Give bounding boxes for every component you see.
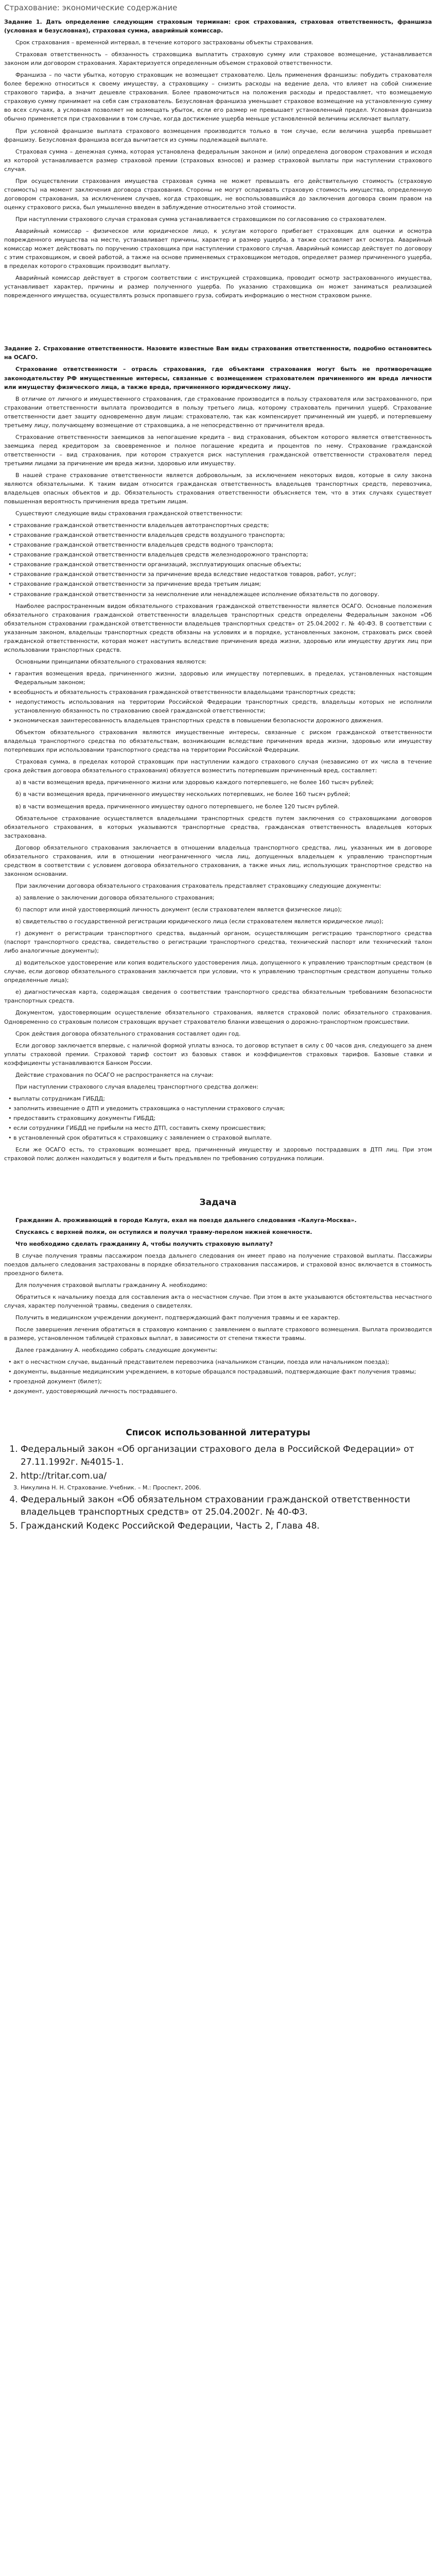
task2-heading: Задание 2. Страхование ответственности. Назовите известные Вам виды страхования ответственности, подробно остановитесь на ОСАГО. xyxy=(4,345,432,361)
reference-item: 4. Федеральный закон «Об обязательном страховании гражданской ответственности владельцев транспортных средств» от 25.04.2002г. № 40-ФЗ. xyxy=(21,1494,432,1519)
list-item: • экономическая заинтересованность владельцев транспортных средств в повышении безопасности дорожного движения. xyxy=(14,716,432,725)
paragraph: Для получения страховой выплаты гражданину А. необходимо: xyxy=(15,1281,207,1289)
reference-item: 2. http://tritar.com.ua/ xyxy=(21,1470,432,1483)
page-title: Страхование: экономические содержание xyxy=(4,3,178,12)
liability-types-list xyxy=(4,521,432,598)
list-item: • документы, выданные медицинским учреждением, в которые обращался пострадавший, подтверждающие факт получения травмы; xyxy=(14,1367,432,1376)
task2-closing: Если же ОСАГО есть, то страховщик возмещает вред, причиненный имуществу и здоровью пострадавших в ДТП лиц. При этом страховой полис должен находиться у водителя и быть предъявлен по требованию сотрудника полиции. xyxy=(4,1146,432,1162)
paragraph: Франшиза – по части убытка, которую страховщик не возмещает страхователю. Цель применения франшизы: побудить страхователя более бережно относиться к своему имуществу, а страховщику – снизить расходы на ведение дела, что влияет на собой снижение страхового тарифа, а значит дешевле страхования. Более правомочиться на положения расходы и предоставляет, что возмещаемую страховую сумму принимает на себя сам страхователь. Безусловная франшиза уменьшает страховое возмещение на установленную сумму во всех случаях, а условная позволяет не возмещать убыток, если его размер не превышает установленный предел. Условная франшиза обычно применяется при страховании в том случае, когда достижение ущерба меньше установленной величины исключает выплату. xyxy=(4,72,432,123)
list-item: • страхование гражданской ответственности владельцев средств железнодорожного транспорта; xyxy=(14,550,432,559)
paragraph: д) водительское удостоверение или копия водительского удостоверения лица, допущенного к управлению транспортным средством (в случае, если договор обязательного страхования заключается при условии, что к управлению транспортным средством допущены только определенные лица); xyxy=(4,959,432,984)
paragraph: Гражданин А. проживающий в городе Калуга, ехал на поезде дальнего следования «Калуга-Москва». xyxy=(15,1216,357,1224)
paragraph: Обратиться к начальнику поезда для составления акта о несчастном случае. При этом в акте указываются обстоятельства несчастного случая, характер полученной травмы, сведения о свидетелях. xyxy=(4,1293,432,1309)
paragraph: Объектом обязательного страхования являются имущественные интересы, связанные с риском гражданской ответственности владельца транспортного средства по обязательствам, возникающим вследствие причинения вреда жизни, здоровью или имуществу потерпевших при использовании транспортного средства на территории Российской Федерации. xyxy=(4,729,432,754)
task2-intro: Страхование ответственности – отрасль страхования, где объектами страхования могут быть не противоречащие законодательству РФ имущественные интересы, связанные с возмещением страхователем причиненного им вреда личности или имуществу физического лица, а также вреда, причиненного юридическому лицу. xyxy=(4,366,432,391)
paragraph: При наступлении страхового случая владелец транспортного средства должен: xyxy=(15,1083,258,1090)
osago-paragraphs xyxy=(4,602,432,666)
list-item: • всеобщность и обязательность страхования гражданской ответственности владельцами транспортных средств; xyxy=(14,688,432,697)
reference-item: 5. Гражданский Кодекс Российской Федерации, Часть 2, Глава 48. xyxy=(21,1520,432,1533)
list-item: • страхование гражданской ответственности организаций, эксплуатирующих опасные объекты; xyxy=(14,560,432,569)
paragraph: Существуют следующие виды страхования гражданской ответственности: xyxy=(15,510,243,517)
list-item: • акт о несчастном случае, выданный представителем перевозчика (начальником станции, поезда или начальником поезда); xyxy=(14,1358,432,1366)
paragraph: В нашей стране страхование ответственности является добровольным, за исключением некоторых видов, которые в силу закона являются обязательными. К таким видам относится гражданская ответственность владельцев транспортных средств, перевозчика, владельцев опасных объектов и др. Обязательность страхования ответственности объясняется тем, что в этих случаях существует повышенная вероятность причинения вреда третьим лицам. xyxy=(4,471,432,505)
list-item: • страхование гражданской ответственности владельцев средств воздушного транспорта; xyxy=(14,531,432,539)
paragraph: в) свидетельство о государственной регистрации юридического лица (если страхователем является юридическое лицо); xyxy=(15,918,383,925)
paragraph: В отличие от личного и имущественного страхования, где страхование производится в пользу страхователя или застрахованного, при страховании ответственности выплата производится в пользу третьего лица, которому страхователь причинил ущерб. Страхование ответственности дает защиту одновременно двум лицам: страхователю, так как компенсирует причиненный им ущерб, и потерпевшему третьему лицу, получающему возмещение от страховщика, а не непосредственно от причинителя вреда. xyxy=(4,395,432,429)
zadacha-title: Задача xyxy=(199,1197,237,1208)
reference-item: 3. Никулина Н. Н. Страхование. Учебник. – М.: Проспект, 2006. xyxy=(21,1483,432,1493)
paragraph: При наступлении страхового случая страховая сумма устанавливается страховщиком по согласованию со страхователем. xyxy=(15,215,387,223)
osago-steps-list xyxy=(4,1094,432,1142)
paragraph: Договор обязательного страхования заключается в отношении владельца транспортного средства, лиц, указанных им в договоре обязательного страхования, или в отношении неограниченного числа лиц, допущенных владельцем к управлению транспортным средством в соответствии с условием договора обязательного страхования, а также иных лиц, использующих транспортное средство на законном основании. xyxy=(4,844,432,877)
paragraph: Страховая ответственность – обязанность страховщика выплатить страховую сумму или страховое возмещение, устанавливается законом или договором страхования. Характеризуется определенным объемом страховой ответственности. xyxy=(4,51,432,67)
paragraph: б) паспорт или иной удостоверяющий личность документ (если страхователем является физическое лицо); xyxy=(15,906,342,913)
paragraph: Страховая сумма – денежная сумма, которая установлена федеральным законом и (или) определена договором страхования и исходя из которой устанавливается размер страховой премии (страховых взносов) и размер страховой выплаты при наступлении страхового случая. xyxy=(4,148,432,173)
literature-title: Список использованной литературы xyxy=(126,1428,310,1438)
paragraph: При заключении договора обязательного страхования страхователь представляет страховщику следующие документы: xyxy=(15,882,381,889)
reference-item: 1. Федеральный закон «Об организации страхового дела в Российской Федерации» от 27.11.1992г. №4015-1. xyxy=(21,1443,432,1468)
paragraph: Страхование ответственности заемщиков за непогашение кредита – вид страхования, объектом которого является ответственность заемщика перед кредитором за своевременное и полное погашение кредита и процентов по нему. Страхование гражданской ответственности – вид страхования, при котором страхуется риск наступления гражданской ответственности страхователя перед третьими лицами за причинение им вреда жизни, здоровью или имуществу. xyxy=(4,433,432,467)
list-item: • страхование гражданской ответственности владельцев средств водного транспорта; xyxy=(14,540,432,549)
paragraph: в) в части возмещения вреда, причиненного имуществу одного потерпевшего, не более 120 тысяч рублей. xyxy=(15,803,340,810)
list-item: • недопустимость использования на территории Российской Федерации транспортных средств, владельцы которых не исполнили установленную обязанность по страхованию своей гражданской ответственности; xyxy=(14,698,432,715)
list-item: • гарантия возмещения вреда, причиненного жизни, здоровью или имуществу потерпевших, в пределах, установленных настоящим Федеральным законом; xyxy=(14,669,432,687)
paragraph: Если договор заключается впервые, с наличной формой уплаты взноса, то договор вступает в силу с 00 часов дня, следующего за днем уплаты страховой премии. Страховой тариф состоит из базовых ставок и коэффициентов страховых тарифов. Базовые ставки и коэффициенты устанавливаются Банком России. xyxy=(4,1042,432,1066)
paragraph: Документом, удостоверяющим осуществление обязательного страхования, является страховой полис обязательного страхования. Одновременно со страховым полисом страховщик вручает страхователю бланки извещения о дорожно-транспортном происшествии. xyxy=(4,1009,432,1025)
paragraph: Далее гражданину А. необходимо собрать следующие документы: xyxy=(15,1347,218,1354)
paragraph: г) документ о регистрации транспортного средства, выданный органом, осуществляющим регистрацию транспортного средства (паспорт транспортного средства, свидетельство о регистрации транспортного средства, технический паспорт или технический талон либо аналогичные документы); xyxy=(4,930,432,955)
list-item: • предоставить страховщику документы ГИБДД; xyxy=(14,1114,432,1123)
list-item: • заполнить извещение о ДТП и уведомить страховщика о наступлении страхового случая; xyxy=(14,1104,432,1113)
list-item: • в установленный срок обратиться к страховщику с заявлением о страховой выплате. xyxy=(14,1133,432,1142)
task1-heading: Задание 1. Дать определение следующим страховым терминам: срок страхования, страховая ответственность, франшиза (условная и безусловная), страховая сумма, аварийный комиссар. xyxy=(4,19,432,35)
document-body xyxy=(0,18,436,1419)
paragraph: Аварийный комиссар – физическое или юридическое лицо, к услугам которого прибегает страховщик для оценки и осмотра поврежденного имущества на месте, устанавливает причины, характер и размер ущерба, а также составляет акт осмотра. Аварийный комиссар может действовать по поручению страховщика при наступлении страхового случая. Аварийный комиссар действует по договору с этим страховщиком, и своей работой, а также на основе применяемых страховщиком методов, определяет размер причиненного ущерба, в пределах которого страховщик производит выплату. xyxy=(4,227,432,270)
paragraph: При условной франшизе выплата страхового возмещения производится только в том случае, если величина ущерба превышает франшизу. Безусловная франшиза всегда вычитается из суммы подлежащей выплате. xyxy=(4,127,432,143)
task1-paragraphs xyxy=(4,38,432,300)
list-item: • выплаты сотрудникам ГИБДД; xyxy=(14,1094,432,1103)
paragraph: При осуществлении страхования имущества страховая сумма не может превышать его действительную стоимость (страховую стоимость) на момент заключения договора страхования. Стороны не могут оспаривать страховую стоимость имущества, определенную договором страхования, за исключением случаев, когда страховщик, не воспользовавшийся до заключения договора своим правом на оценку страхового риска, был умышленно введен в заблуждение относительно этой стоимости. xyxy=(4,177,432,211)
literature-list xyxy=(0,1443,436,1532)
paragraph: Обязательное страхование осуществляется владельцами транспортных средств путем заключения со страховщиками договоров обязательного страхования, в которых указываются транспортные средства, гражданская ответственность владельцев которых застрахована. xyxy=(4,815,432,839)
paragraph: е) диагностическая карта, содержащая сведения о соответствии транспортного средства обязательным требованиям безопасности транспортных средств. xyxy=(4,989,432,1005)
list-item: • если сотрудники ГИБДД не прибыли на место ДТП, составить схему происшествия; xyxy=(14,1124,432,1132)
osago-rules-paragraphs xyxy=(4,728,432,1091)
paragraph: Действие страхования по ОСАГО не распространяется на случаи: xyxy=(15,1071,214,1078)
osago-principles-list xyxy=(4,669,432,725)
paragraph: Что необходимо сделать гражданину А, чтобы получить страховую выплату? xyxy=(15,1240,273,1247)
paragraph: Срок действия договора обязательного страхования составляет один год. xyxy=(15,1030,241,1037)
paragraph: б) в части возмещения вреда, причиненного имуществу нескольких потерпевших, не более 160 тысяч рублей; xyxy=(15,791,351,798)
list-item: • страхование гражданской ответственности за причинение вреда третьим лицам; xyxy=(14,580,432,588)
paragraph: а) заявление о заключении договора обязательного страхования; xyxy=(15,894,215,901)
paragraph: Срок страхования – временной интервал, в течение которого застрахованы объекты страхования. xyxy=(15,39,313,46)
paragraph: Получить в медицинском учреждении документ, подтверждающий факт получения травмы и ее характер. xyxy=(15,1314,340,1321)
paragraph: После завершения лечения обратиться в страховую компанию с заявлением о выплате страхового возмещения. Выплата производится в размере, установленном таблицей страховых выплат, в зависимости от степени тяжести травмы. xyxy=(4,1326,432,1342)
paragraph: а) в части возмещения вреда, причиненного жизни или здоровью каждого потерпевшего, не более 160 тысяч рублей; xyxy=(15,779,374,786)
paragraph: Спускаясь с верхней полки, он оступился и получил травму-перелом нижней конечности. xyxy=(15,1228,312,1235)
zadacha-docs-list xyxy=(4,1358,432,1396)
paragraph: Аварийный комиссар действует в строгом соответствии с инструкцией страховщика, проводит осмотр застрахованного имущества, устанавливает характер, причины и размер полученного ущерба. По указанию страховщика он может заниматься реализацией поврежденного имущества, осуществлять розыск пропавшего груза, собирать информацию о местном страховом рынке. xyxy=(4,275,432,299)
paragraph: В случае получения травмы пассажиром поезда дальнего следования он имеет право на получение страховой выплаты. Пассажиры поездов дальнего следования застрахованы в порядке обязательного страхования пассажиров, и страховой взнос включается в стоимость проездного билета. xyxy=(4,1252,432,1277)
paragraph: Страховая сумма, в пределах которой страховщик при наступлении каждого страхового случая (независимо от их числа в течение срока действия договора обязательного страхования) обязуется возместить потерпевшим причиненный вред, составляет: xyxy=(4,758,432,774)
list-item: • страхование гражданской ответственности владельцев автотранспортных средств; xyxy=(14,521,432,530)
task2-paragraphs xyxy=(4,395,432,518)
zadacha-paragraphs xyxy=(4,1216,432,1355)
list-item: • страхование гражданской ответственности за неисполнение или ненадлежащее исполнение обязательств по договору. xyxy=(14,590,432,599)
paragraph: Основными принципами обязательного страхования являются: xyxy=(15,658,207,665)
list-item: • страхование гражданской ответственности за причинение вреда вследствие недостатков товаров, работ, услуг; xyxy=(14,570,432,579)
list-item: • документ, удостоверяющий личность пострадавшего. xyxy=(14,1387,432,1396)
list-item: • проездной документ (билет); xyxy=(14,1377,432,1386)
paragraph: Наиболее распространенным видом обязательного страхования гражданской ответственности является ОСАГО. Основные положения обязательного страхования гражданской ответственности владельцев транспортных средств определены Федеральным законом «Об обязательном страховании гражданской ответственности владельцев транспортных средств» от 25.04.2002 г. № 40-ФЗ. В соответствии с указанным законом, владельцы транспортных средств обязаны на условиях и в порядке, установленных законом, страховать риск своей гражданской ответственности, которая может наступить вследствие причинения вреда жизни, здоровью или имуществу других лиц при использовании транспортных средств. xyxy=(4,602,432,653)
